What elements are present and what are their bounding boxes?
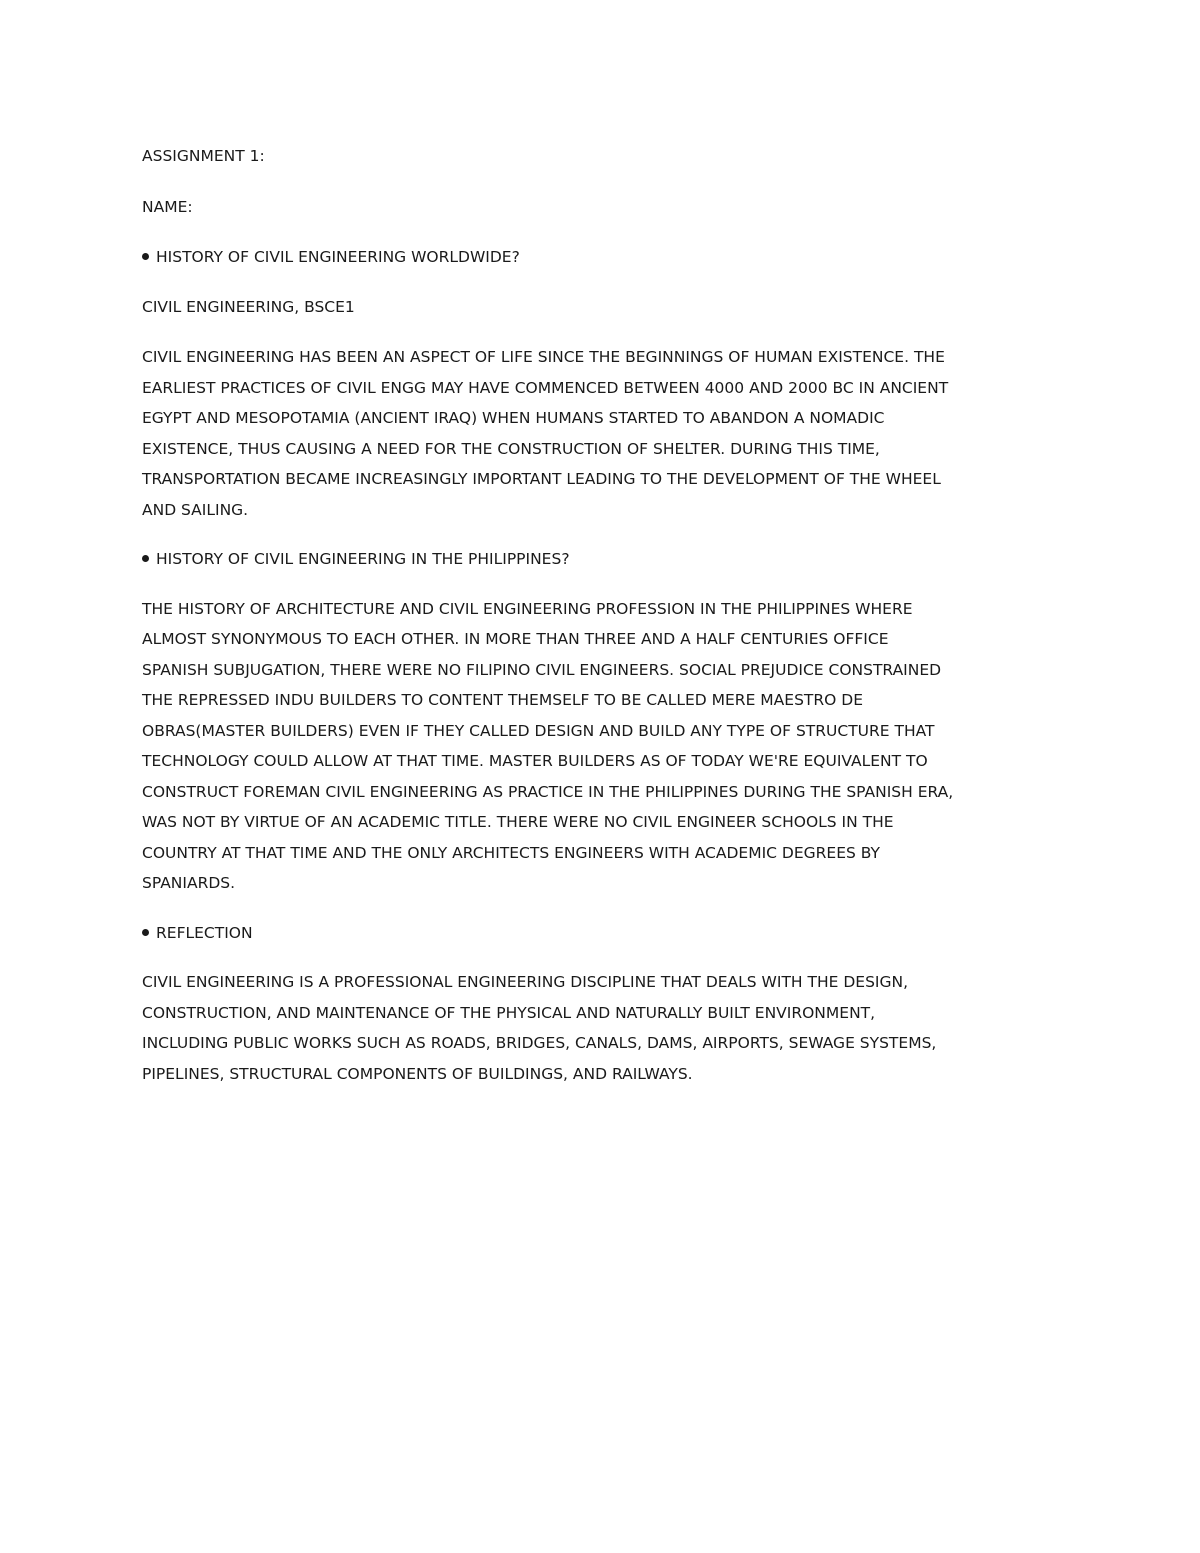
paragraph-line: EARLIEST PRACTICES OF CIVIL ENGG MAY HAVE COMMENCED BETWEEN 4000 AND 2000 BC IN ANCIENT xyxy=(142,378,949,397)
section-heading-text: REFLECTION xyxy=(156,923,253,942)
paragraph-reflection xyxy=(142,967,1058,1089)
bullet-icon xyxy=(142,929,149,936)
paragraph-line: AND SAILING. xyxy=(142,500,249,519)
assignment-label: ASSIGNMENT 1: xyxy=(142,147,265,165)
paragraph-philippines xyxy=(142,594,1058,899)
paragraph-line: CONSTRUCT FOREMAN CIVIL ENGINEERING AS PRACTICE IN THE PHILIPPINES DURING THE SPANISH ERA, xyxy=(142,782,954,801)
document-content xyxy=(142,141,1058,1108)
paragraph-line: TRANSPORTATION BECAME INCREASINGLY IMPORTANT LEADING TO THE DEVELOPMENT OF THE WHEEL xyxy=(142,470,941,488)
paragraph-line: OBRAS(MASTER BUILDERS) EVEN IF THEY CALLED DESIGN AND BUILD ANY TYPE OF STRUCTURE THAT xyxy=(142,721,935,740)
section-heading-text: HISTORY OF CIVIL ENGINEERING IN THE PHILIPPINES? xyxy=(156,550,570,568)
paragraph-line: SPANIARDS. xyxy=(142,874,236,892)
paragraph-line: PIPELINES, STRUCTURAL COMPONENTS OF BUILDINGS, AND RAILWAYS. xyxy=(142,1064,693,1083)
paragraph-line: EGYPT AND MESOPOTAMIA (ANCIENT IRAQ) WHEN HUMANS STARTED TO ABANDON A NOMADIC xyxy=(142,409,885,427)
paragraph-line: CIVIL ENGINEERING HAS BEEN AN ASPECT OF LIFE SINCE THE BEGINNINGS OF HUMAN EXISTENCE. THE xyxy=(142,348,945,366)
paragraph-line: ALMOST SYNONYMOUS TO EACH OTHER. IN MORE THAN THREE AND A HALF CENTURIES OFFICE xyxy=(142,630,889,648)
section-heading-philippines xyxy=(142,544,1058,575)
section-heading-worldwide xyxy=(142,242,1058,273)
paragraph-line: TECHNOLOGY COULD ALLOW AT THAT TIME. MASTER BUILDERS AS OF TODAY WE'RE EQUIVALENT TO xyxy=(142,752,928,770)
paragraph-line: CONSTRUCTION, AND MAINTENANCE OF THE PHYSICAL AND NATURALLY BUILT ENVIRONMENT, xyxy=(142,1003,876,1022)
bullet-icon xyxy=(142,555,149,562)
paragraph-line: INCLUDING PUBLIC WORKS SUCH AS ROADS, BRIDGES, CANALS, DAMS, AIRPORTS, SEWAGE SYSTEMS, xyxy=(142,1034,937,1052)
paragraph-line: SPANISH SUBJUGATION, THERE WERE NO FILIPINO CIVIL ENGINEERS. SOCIAL PREJUDICE CONSTRAINED xyxy=(142,660,942,679)
paragraph-line: THE HISTORY OF ARCHITECTURE AND CIVIL ENGINEERING PROFESSION IN THE PHILIPPINES WHERE xyxy=(142,599,913,618)
section-heading-reflection xyxy=(142,918,1058,949)
paragraph-line: COUNTRY AT THAT TIME AND THE ONLY ARCHITECTS ENGINEERS WITH ACADEMIC DEGREES BY xyxy=(142,843,881,862)
course-line: CIVIL ENGINEERING, BSCE1 xyxy=(142,297,355,316)
paragraph-line: WAS NOT BY VIRTUE OF AN ACADEMIC TITLE. THERE WERE NO CIVIL ENGINEER SCHOOLS IN THE xyxy=(142,813,894,831)
paragraph-worldwide xyxy=(142,342,1058,525)
paragraph-line: CIVIL ENGINEERING IS A PROFESSIONAL ENGINEERING DISCIPLINE THAT DEALS WITH THE DESIGN, xyxy=(142,973,909,991)
paragraph-line: EXISTENCE, THUS CAUSING A NEED FOR THE CONSTRUCTION OF SHELTER. DURING THIS TIME, xyxy=(142,439,880,458)
paragraph-line: THE REPRESSED INDU BUILDERS TO CONTENT THEMSELF TO BE CALLED MERE MAESTRO DE xyxy=(142,691,863,709)
section-heading-text: HISTORY OF CIVIL ENGINEERING WORLDWIDE? xyxy=(156,248,520,266)
bullet-icon xyxy=(142,253,149,260)
name-label: NAME: xyxy=(142,197,193,216)
